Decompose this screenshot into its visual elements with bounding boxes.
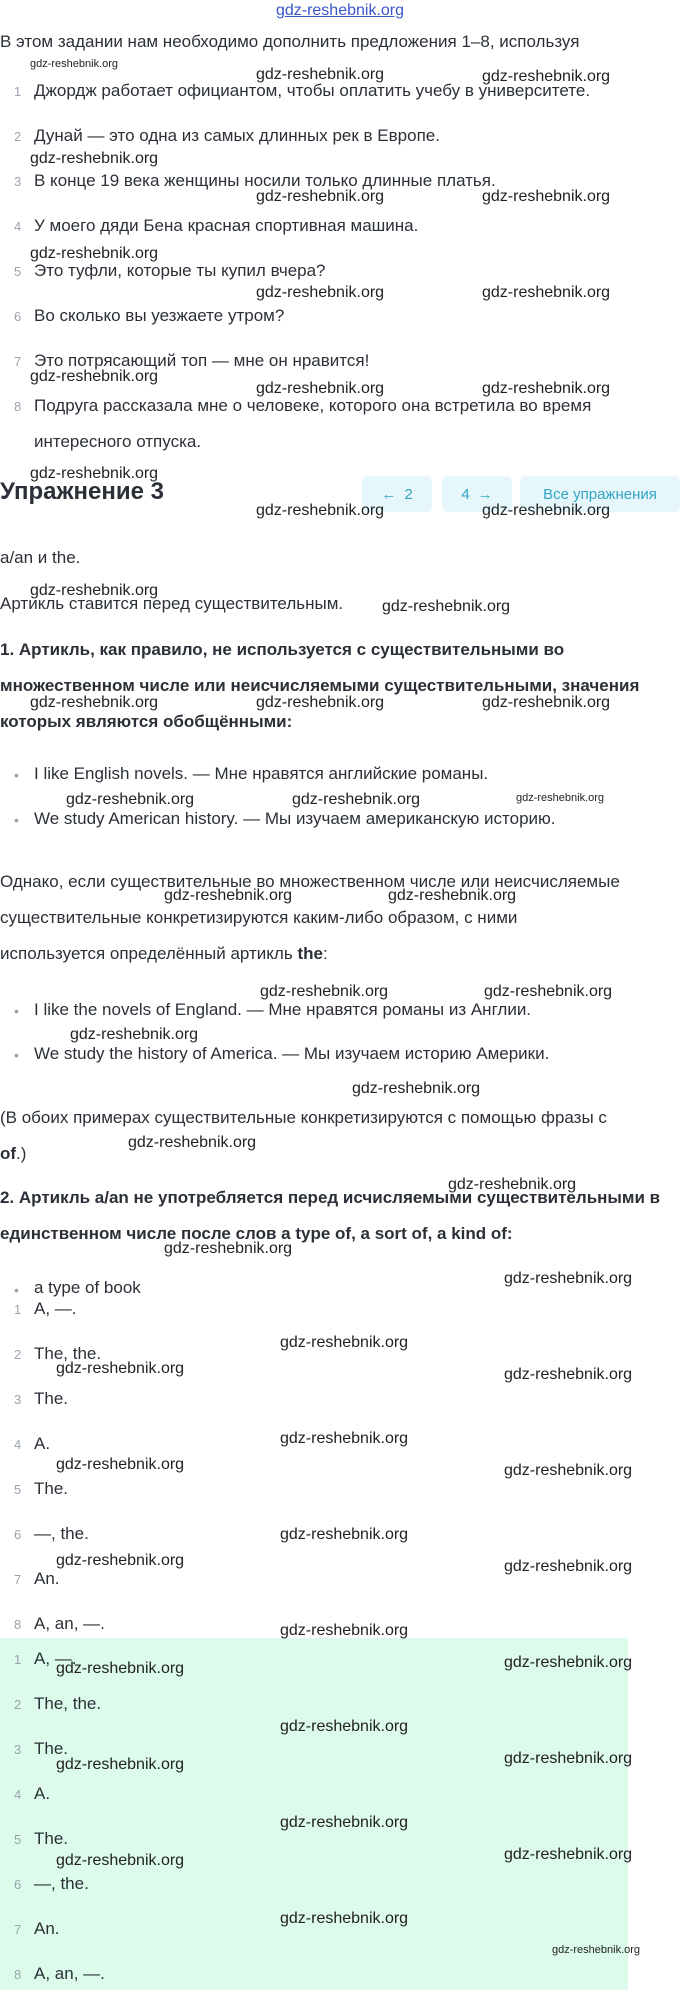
example-item: I like English novels. — Мне нравятся английские романы. xyxy=(34,764,489,783)
watermark: gdz-reshebnik.org xyxy=(70,1026,199,1043)
bullet-icon: • xyxy=(14,1003,19,1019)
watermark: gdz-reshebnik.org xyxy=(56,1552,185,1569)
watermark: gdz-reshebnik.org xyxy=(280,1718,409,1735)
answer-text: A, an, —. xyxy=(34,1614,105,1633)
example-item: a type of book xyxy=(34,1278,141,1297)
watermark: gdz-reshebnik.org xyxy=(66,791,195,808)
answer-text: An. xyxy=(34,1919,60,1938)
bullet-icon: • xyxy=(14,1047,19,1063)
watermark: gdz-reshebnik.org xyxy=(30,465,159,482)
watermark: gdz-reshebnik.org xyxy=(56,1756,185,1773)
article-the: the xyxy=(297,944,323,963)
theory-line xyxy=(0,944,328,964)
watermark: gdz-reshebnik.org xyxy=(256,380,385,397)
sentence-number: 7 xyxy=(14,354,22,369)
all-exercises-label: Все упражнения xyxy=(543,485,657,503)
sentence-number: 4 xyxy=(14,219,22,234)
watermark: gdz-reshebnik.org xyxy=(482,284,611,301)
answer-text: A, an, —. xyxy=(34,1964,105,1983)
watermark: gdz-reshebnik.org xyxy=(482,68,611,85)
answer-number: 3 xyxy=(14,1742,22,1757)
watermark: gdz-reshebnik.org xyxy=(382,598,511,615)
example-item: I like the novels of England. — Мне нравятся романы из Англии. xyxy=(34,1000,532,1019)
theory-line: Однако, если существительные во множественном числе или неисчисляемые xyxy=(0,872,620,891)
answer-number: 5 xyxy=(14,1832,22,1847)
watermark: gdz-reshebnik.org xyxy=(30,245,159,262)
watermark: gdz-reshebnik.org xyxy=(504,1366,633,1383)
watermark: gdz-reshebnik.org xyxy=(504,1270,633,1287)
answer-text: A. xyxy=(34,1434,51,1453)
watermark: gdz-reshebnik.org xyxy=(164,887,293,904)
watermark: gdz-reshebnik.org xyxy=(164,1240,293,1257)
theory-line xyxy=(0,1144,26,1164)
rule-heading: единственном числе после слов a type of, a sort of, a kind of: xyxy=(0,1224,513,1243)
watermark: gdz-reshebnik.org xyxy=(280,1622,409,1639)
answer-text: The, the. xyxy=(34,1344,102,1363)
watermark: gdz-reshebnik.org xyxy=(388,887,517,904)
next-exercise-label: 4 xyxy=(461,485,470,503)
arrow-left-icon: ← xyxy=(381,485,397,503)
watermark: gdz-reshebnik.org xyxy=(56,1852,185,1869)
answer-number: 2 xyxy=(14,1347,22,1362)
sentence-text: У моего дяди Бена красная спортивная машина. xyxy=(34,216,419,235)
answer-number: 4 xyxy=(14,1437,22,1452)
answer-number: 5 xyxy=(14,1482,22,1497)
answer-text: An. xyxy=(34,1569,60,1588)
sentence-number: 5 xyxy=(14,264,22,279)
answer-number: 3 xyxy=(14,1392,22,1407)
watermark: gdz-reshebnik.org xyxy=(504,1846,633,1863)
watermark: gdz-reshebnik.org xyxy=(256,502,385,519)
answer-number: 1 xyxy=(14,1652,22,1667)
watermark: gdz-reshebnik.org xyxy=(30,582,159,599)
watermark: gdz-reshebnik.org xyxy=(482,694,611,711)
sentence-text: В конце 19 века женщины носили только длинные платья. xyxy=(34,171,496,190)
theory-line: Артикль ставится перед существительным. xyxy=(0,594,344,613)
answer-number: 7 xyxy=(14,1922,22,1937)
rule-heading: 2. Артикль a/an не употребляется перед исчисляемыми существительными в xyxy=(0,1188,661,1207)
watermark: gdz-reshebnik.org xyxy=(56,1360,185,1377)
watermark: gdz-reshebnik.org xyxy=(260,983,389,1000)
answer-text: A. xyxy=(34,1784,51,1803)
example-item: We study the history of America. — Мы изучаем историю Америки. xyxy=(34,1044,550,1063)
theory-line: (В обоих примерах существительные конкретизируются с помощью фразы с xyxy=(0,1108,607,1127)
example-item: We study American history. — Мы изучаем американскую историю. xyxy=(34,809,556,828)
answer-text: A, —. xyxy=(34,1649,77,1668)
bullet-icon: • xyxy=(14,812,19,828)
bullet-icon: • xyxy=(14,1282,19,1298)
answer-number: 8 xyxy=(14,1617,22,1632)
watermark: gdz-reshebnik.org xyxy=(552,1944,641,1956)
watermark: gdz-reshebnik.org xyxy=(504,1558,633,1575)
watermark: gdz-reshebnik.org xyxy=(448,1176,577,1193)
answer-number: 6 xyxy=(14,1877,22,1892)
word-of: of xyxy=(0,1144,17,1163)
watermark: gdz-reshebnik.org xyxy=(30,58,119,70)
theory-text: : xyxy=(322,944,328,963)
sentence-number: 1 xyxy=(14,84,22,99)
theory-text: .) xyxy=(16,1144,27,1163)
watermark: gdz-reshebnik.org xyxy=(482,502,611,519)
watermark: gdz-reshebnik.org xyxy=(352,1080,481,1097)
watermark: gdz-reshebnik.org xyxy=(482,188,611,205)
watermark: gdz-reshebnik.org xyxy=(482,380,611,397)
rule-heading: множественном числе или неисчисляемыми существительными, значения xyxy=(0,676,640,695)
answer-text: The. xyxy=(34,1389,69,1408)
watermark: gdz-reshebnik.org xyxy=(280,1814,409,1831)
exercise-title: Упражнение 3 xyxy=(0,478,164,505)
watermark: gdz-reshebnik.org xyxy=(30,368,159,385)
sentence-number: 6 xyxy=(14,309,22,324)
watermark: gdz-reshebnik.org xyxy=(256,694,385,711)
watermark: gdz-reshebnik.org xyxy=(56,1456,185,1473)
watermark: gdz-reshebnik.org xyxy=(30,150,159,167)
watermark: gdz-reshebnik.org xyxy=(56,1660,185,1677)
watermark: gdz-reshebnik.org xyxy=(292,791,421,808)
answer-text: —, the. xyxy=(34,1524,89,1543)
answer-text: —, the. xyxy=(34,1874,89,1893)
sentence-text: Во сколько вы уезжаете утром? xyxy=(34,306,285,325)
answer-number: 1 xyxy=(14,1302,22,1317)
arrow-right-icon: → xyxy=(477,485,493,503)
watermark: gdz-reshebnik.org xyxy=(280,1526,409,1543)
theory-line: a/an и the. xyxy=(0,548,81,567)
watermark: gdz-reshebnik.org xyxy=(280,1910,409,1927)
prev-exercise-label: 2 xyxy=(404,485,413,503)
site-logo[interactable]: gdz-reshebnik.org xyxy=(275,2,405,19)
answer-text: A, —. xyxy=(34,1299,77,1318)
sentence-text: Подруга рассказала мне о человеке, которого она встретила во время xyxy=(34,396,592,415)
watermark: gdz-reshebnik.org xyxy=(256,66,385,83)
answer-number: 7 xyxy=(14,1572,22,1587)
answer-number: 8 xyxy=(14,1967,22,1982)
sentence-number: 2 xyxy=(14,129,22,144)
sentence-number: 3 xyxy=(14,174,22,189)
watermark: gdz-reshebnik.org xyxy=(504,1750,633,1767)
theory-line: существительные конкретизируются каким-либо образом, с ними xyxy=(0,908,518,927)
watermark: gdz-reshebnik.org xyxy=(280,1334,409,1351)
watermark: gdz-reshebnik.org xyxy=(128,1134,257,1151)
watermark: gdz-reshebnik.org xyxy=(256,284,385,301)
sentence-text: Это туфли, которые ты купил вчера? xyxy=(34,261,326,280)
answer-text: The. xyxy=(34,1829,69,1848)
watermark: gdz-reshebnik.org xyxy=(30,694,159,711)
watermark: gdz-reshebnik.org xyxy=(504,1462,633,1479)
watermark: gdz-reshebnik.org xyxy=(280,1430,409,1447)
sentence-text-continued: интересного отпуска. xyxy=(34,432,202,451)
answer-text: The, the. xyxy=(34,1694,102,1713)
intro-text: В этом задании нам необходимо дополнить предложения 1–8, используя xyxy=(0,32,580,51)
sentence-text: Джордж работает официантом, чтобы оплатить учебу в университете. xyxy=(34,81,591,100)
rule-heading: которых являются обобщёнными: xyxy=(0,712,293,731)
watermark: gdz-reshebnik.org xyxy=(516,792,605,804)
watermark: gdz-reshebnik.org xyxy=(484,983,613,1000)
answer-number: 2 xyxy=(14,1697,22,1712)
bullet-icon: • xyxy=(14,767,19,783)
answer-number: 4 xyxy=(14,1787,22,1802)
watermark: gdz-reshebnik.org xyxy=(256,188,385,205)
answer-number: 6 xyxy=(14,1527,22,1542)
sentence-text: Дунай — это одна из самых длинных рек в Европе. xyxy=(34,126,440,145)
answer-text: The. xyxy=(34,1479,69,1498)
sentence-text: Это потрясающий топ — мне он нравится! xyxy=(34,351,370,370)
watermark: gdz-reshebnik.org xyxy=(504,1654,633,1671)
answer-text: The. xyxy=(34,1739,69,1758)
sentence-number: 8 xyxy=(14,399,22,414)
theory-text: используется определённый артикль xyxy=(0,944,298,963)
rule-heading: 1. Артикль, как правило, не используется с существительными во xyxy=(0,640,565,659)
